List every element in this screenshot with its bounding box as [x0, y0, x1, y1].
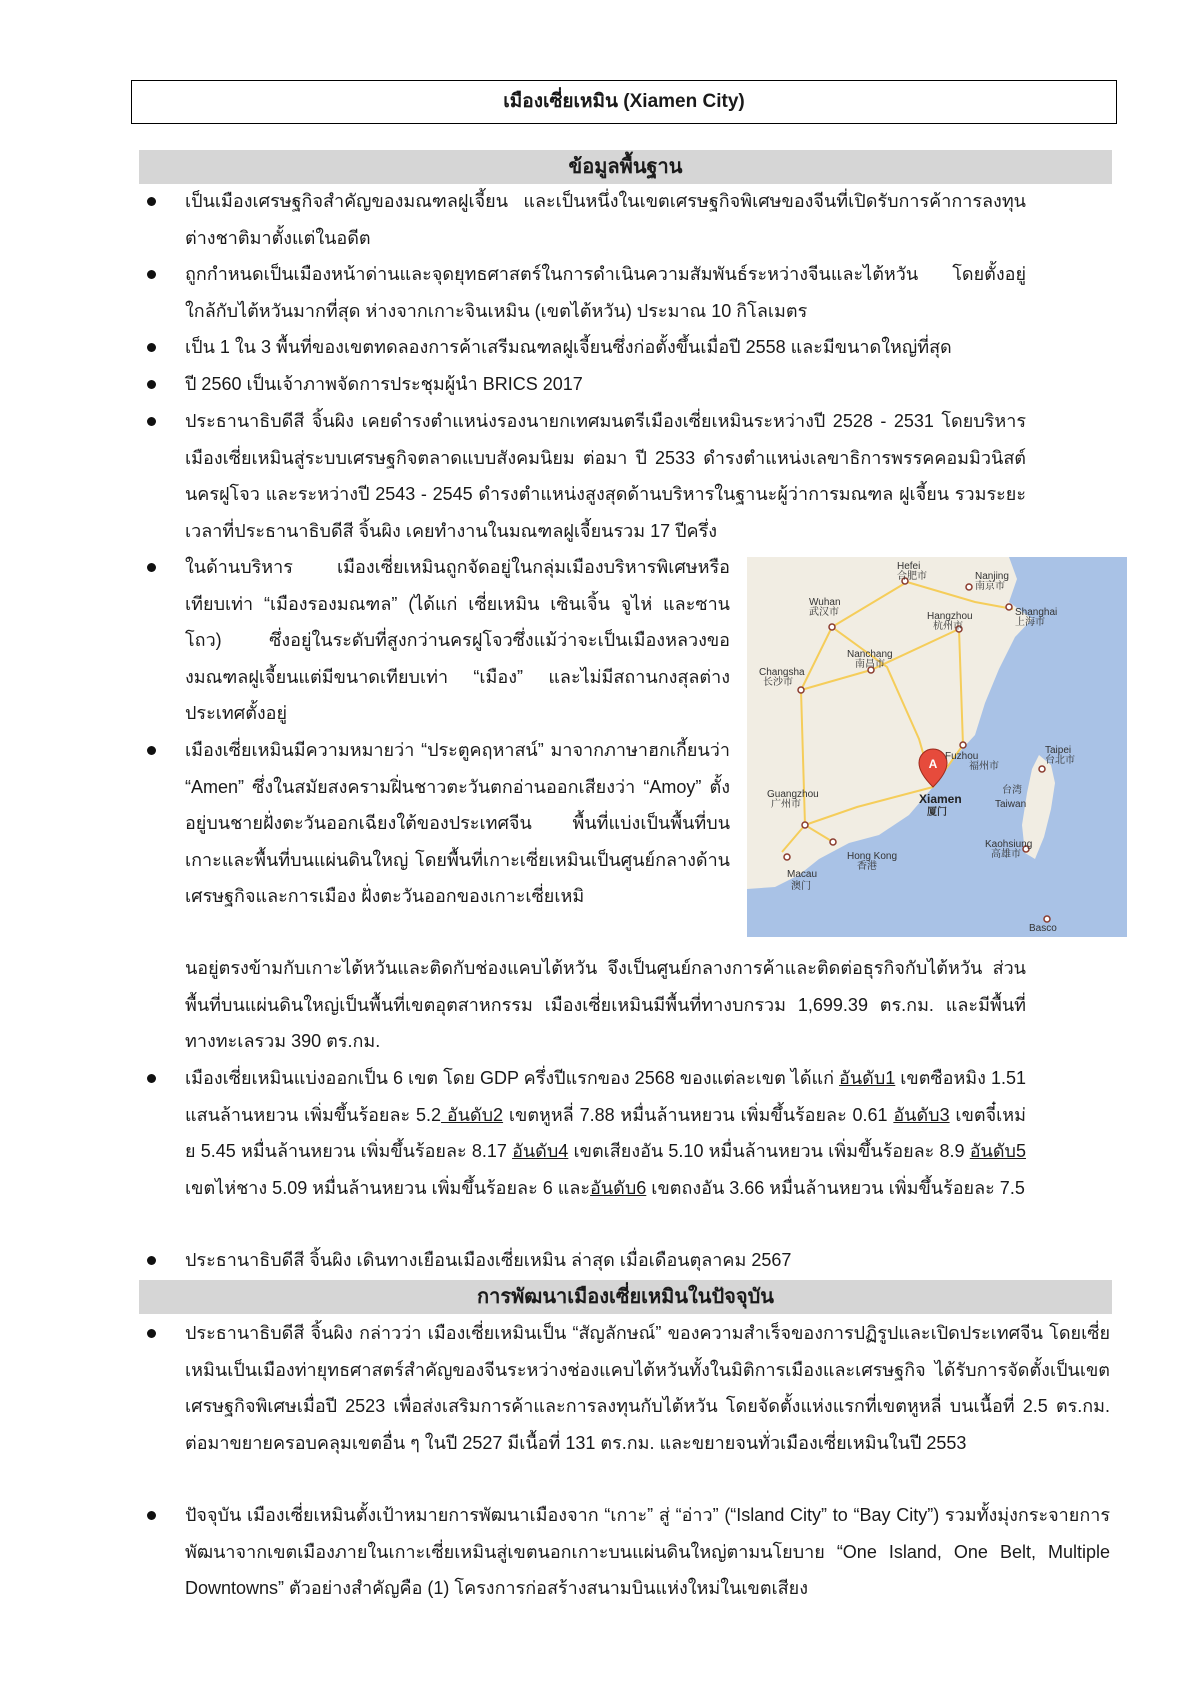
map-label-wuhan-zh: 武汉市 [809, 607, 839, 618]
paragraph-brics: ปี 2560 เป็นเจ้าภาพจัดการประชุมผู้นำ BRICS 2017 [185, 374, 583, 394]
bullet [147, 1074, 156, 1083]
paragraph-economic-city: เป็นเมืองเศรษฐกิจสำคัญของมณฑลฝูเจี้ยน และเป็นหนึ่งในเขตเศรษฐกิจพิเศษของจีนที่เปิดรับการค้าการลงทุนต่างชาติมาตั้งแต่ในอดีต [185, 191, 1026, 248]
paragraph-strategic-point: ถูกกำหนดเป็นเมืองหน้าด่านและจุดยุทธศาสตร์ในการดำเนินความสัมพันธ์ระหว่างจีนและไต้หวัน โดยตั้งอยู่ใกล้กับไต้หวันมากที่สุด ห่างจากเกาะจินเหมิน (เขตไต้หวัน) ประมาณ 10 กิโลเมตร [185, 264, 1026, 321]
map-label-hangzhou: Hangzhou [927, 611, 973, 622]
map-label-nanjing-zh: 南京市 [975, 581, 1005, 592]
city-dot-nanjing [966, 584, 972, 590]
map-label-taipei-zh: 台北市 [1045, 755, 1075, 766]
map-label-kaohsiung-zh: 高雄市 [991, 849, 1021, 860]
map-label-hangzhou-zh: 杭州市 [933, 621, 963, 632]
city-dot-hongkong [830, 839, 836, 845]
bullet [147, 1511, 156, 1520]
map-label-guangzhou: Guangzhou [767, 789, 819, 800]
map-label-taiwan-zh: 台湾 [1002, 785, 1022, 796]
map-label-nanchang: Nanchang [847, 649, 893, 660]
bullet [147, 1329, 156, 1338]
map-label-guangzhou-zh: 广州市 [771, 799, 801, 810]
paragraph-island-to-bay: ปัจจุบัน เมืองเซี่ยเหมินตั้งเป้าหมายการพัฒนาเมืองจาก “เกาะ” สู่ “อ่าว” (“Island City” to “Bay City”) รวมทั้งมุ่งกระจายการพัฒนาจากเขตเมืองภายในเกาะเซี่ยเหมินสู่เขตนอกเกาะบนแผ่นดินใหญ่ตามนโยบาย “One Island, One Belt, Multiple Downtowns” ตัวอย่างสำคัญคือ (1) โครงการก่อสร้างสนามบินแห่งใหม่ในเขตเสียง [185, 1505, 1110, 1598]
paragraph-symbol-of-reform: ประธานาธิบดีสี จิ้นผิง กล่าวว่า เมืองเซี่ยเหมินเป็น “สัญลักษณ์” ของความสำเร็จของการปฏิรูปและเปิดประเทศจีน โดยเซี่ยเหมินเป็นเมืองท่ายุทธศาสตร์สำคัญของจีนระหว่างช่องแคบไต้หวันทั้งในมิติการเมืองและเศรษฐกิจ ได้รับการจัดตั้งเป็นเขตเศรษฐกิจพิเศษเมื่อปี 2523 เพื่อส่งเสริมการค้าและการลงทุนกับไต้หวัน โดยจัดตั้งแห่งแรกที่เขตหูหลี่ บนเนื้อที่ 2.5 ตร.กม. ต่อมาขยายครอบคลุมเขตอื่น ๆ ในปี 2527 มีเนื้อที่ 131 ตร.กม. และขยายจนทั่วเมืองเซี่ยเหมินในปี 2553 [185, 1323, 1110, 1453]
paragraph-administration: ในด้านบริหาร เมืองเซี่ยเหมินถูกจัดอยู่ในกลุ่มเมืองบริหารพิเศษหรือเทียบเท่า “เมืองรองมณฑล” (ได้แก่ เซี่ยเหมิน เซินเจิ้น จูไห่ และซานโถว) ซึ่งอยู่ในระดับที่สูงกว่านครฝูโจวซึ่งแม้ว่าจะเป็นเมืองหลวงของมณฑลฝูเจี้ยนแต่มีขนาดเทียบเท่า “เมือง” และไม่มีสถานกงสุลต่างประเทศตั้งอยู่ [185, 557, 730, 723]
map-label-taipei: Taipei [1045, 745, 1072, 756]
bullet [147, 197, 156, 206]
map-label-shanghai: Shanghai [1015, 607, 1058, 618]
map-label-hefei: Hefei [897, 561, 921, 572]
map-label-xiamen: Xiamen [919, 792, 962, 806]
map-label-fuzhou: Fuzhou [945, 751, 979, 762]
map-label-fuzhou-zh: 福州市 [969, 761, 999, 772]
map-label-xiamen-zh: 厦门 [927, 807, 947, 818]
map-label-kaohsiung: Kaohsiung [985, 839, 1033, 850]
map-label-hongkong-zh: 香港 [857, 861, 877, 872]
map-label-changsha-zh: 长沙市 [763, 677, 793, 688]
bullet [147, 746, 156, 755]
map-label-basco: Basco [1029, 923, 1057, 934]
bullet [147, 380, 156, 389]
city-dot-taipei [1039, 766, 1045, 772]
location-marker-letter: A [928, 757, 938, 771]
city-dot-guangzhou [802, 822, 808, 828]
bullet [147, 417, 156, 426]
bullet [147, 270, 156, 279]
city-dot-fuzhou [960, 742, 966, 748]
city-dot-basco [1044, 916, 1050, 922]
map-label-hefei-zh: 合肥市 [897, 571, 927, 582]
map-label-taiwan: Taiwan [995, 799, 1027, 810]
map-graphic [747, 557, 1127, 937]
city-dot-wuhan [829, 624, 835, 630]
map-label-macau-zh: 澳门 [791, 881, 811, 892]
bullet [147, 1256, 156, 1265]
map-label-nanjing: Nanjing [975, 571, 1009, 582]
section-header-basic-info: ข้อมูลพื้นฐาน [139, 150, 1112, 184]
paragraph-name-meaning-continued: นอยู่ตรงข้ามกับเกาะไต้หวันและติดกับช่องแคบไต้หวัน จึงเป็นศูนย์กลางการค้าและติดต่อธุรกิจกับไต้หวัน ส่วนพื้นที่บนแผ่นดินใหญ่เป็นพื้นที่เขตอุตสาหกรรม เมืองเซี่ยเหมินมีพื้นที่ทางบกรวม 1,699.39 ตร.กม. และมีพื้นที่ทางทะเลรวม 390 ตร.กม. [185, 958, 1026, 1051]
map-label-changsha: Changsha [759, 667, 805, 678]
map-label-shanghai-zh: 上海市 [1015, 617, 1045, 628]
city-dot-shanghai [1006, 604, 1012, 610]
map-label-macau: Macau [787, 869, 818, 880]
city-dot-changsha [798, 687, 804, 693]
paragraph-name-meaning: เมืองเซี่ยเหมินมีความหมายว่า “ประตูคฤหาสน์” มาจากภาษาฮกเกี้ยนว่า “Amen” ซึ่งในสมัยสงครามฝิ่นชาวตะวันตกอ่านออกเสียงว่า “Amoy” ตั้งอยู่บนชายฝั่งตะวันออกเฉียงใต้ของประเทศจีน พื้นที่แบ่งเป็นพื้นที่บนเกาะและพื้นที่บนแผ่นดินใหญ่ โดยพื้นที่เกาะเซี่ยเหมินเป็นศูนย์กลางด้านเศรษฐกิจและการเมือง ฝั่งตะวันออกของเกาะเซี่ยเหมิ [185, 740, 730, 906]
section-header-development: การพัฒนาเมืองเซี่ยเหมินในปัจจุบัน [139, 1280, 1112, 1314]
southeast-china-map [747, 557, 1127, 937]
map-label-wuhan: Wuhan [809, 597, 841, 608]
paragraph-latest-visit: ประธานาธิบดีสี จิ้นผิง เดินทางเยือนเมืองเซี่ยเหมิน ล่าสุด เมื่อเดือนตุลาคม 2567 [185, 1250, 792, 1270]
map-label-hongkong: Hong Kong [847, 851, 898, 862]
paragraph-free-trade-zone: เป็น 1 ใน 3 พื้นที่ของเขตทดลองการค้าเสรีมณฑลฝูเจี้ยนซึ่งก่อตั้งขึ้นเมื่อปี 2558 และมีขนาดใหญ่ที่สุด [185, 337, 952, 357]
map-label-nanchang-zh: 南昌市 [855, 659, 885, 670]
city-dot-macau [784, 854, 790, 860]
page-title: เมืองเซี่ยเหมิน (Xiamen City) [131, 80, 1117, 124]
bullet [147, 563, 156, 572]
paragraph-districts-gdp: เมืองเซี่ยเหมินแบ่งออกเป็น 6 เขต โดย GDP ครึ่งปีแรกของ 2568 ของแต่ละเขต ได้แก่ อันดับ1 เขตซือหมิง 1.51 แสนล้านหยวน เพิ่มขึ้นร้อยละ 5.2 อันดับ2 เขตหูหลี่ 7.88 หมื่นล้านหยวน เพิ่มขึ้นร้อยละ 0.61 อันดับ3 เขตจี๋เหม่ย 5.45 หมื่นล้านหยวน เพิ่มขึ้นร้อยละ 8.17 อันดับ4 เขตเสียงอัน 5.10 หมื่นล้านหยวน เพิ่มขึ้นร้อยละ 8.9 อันดับ5 เขตไห่ชาง 5.09 หมื่นล้านหยวน เพิ่มขึ้นร้อยละ 6 และอันดับ6 เขตถงอัน 3.66 หมื่นล้านหยวน เพิ่มขึ้นร้อยละ 7.5 [185, 1068, 1027, 1198]
bullet [147, 343, 156, 352]
paragraph-xi-jinping-history: ประธานาธิบดีสี จิ้นผิง เคยดำรงตำแหน่งรองนายกเทศมนตรีเมืองเซี่ยเหมินระหว่างปี 2528 - 2531 โดยบริหารเมืองเซี่ยเหมินสู่ระบบเศรษฐกิจตลาดแบบสังคมนิยม ต่อมา ปี 2533 ดำรงตำแหน่งเลขาธิการพรรคคอมมิวนิสต์นครฝูโจว และระหว่างปี 2543 - 2545 ดำรงตำแหน่งสูงสุดด้านบริหารในฐานะผู้ว่าการมณฑล ฝูเจี้ยน รวมระยะเวลาที่ประธานาธิบดีสี จิ้นผิง เคยทำงานในมณฑลฝูเจี้ยนรวม 17 ปีครึ่ง [185, 411, 1026, 541]
